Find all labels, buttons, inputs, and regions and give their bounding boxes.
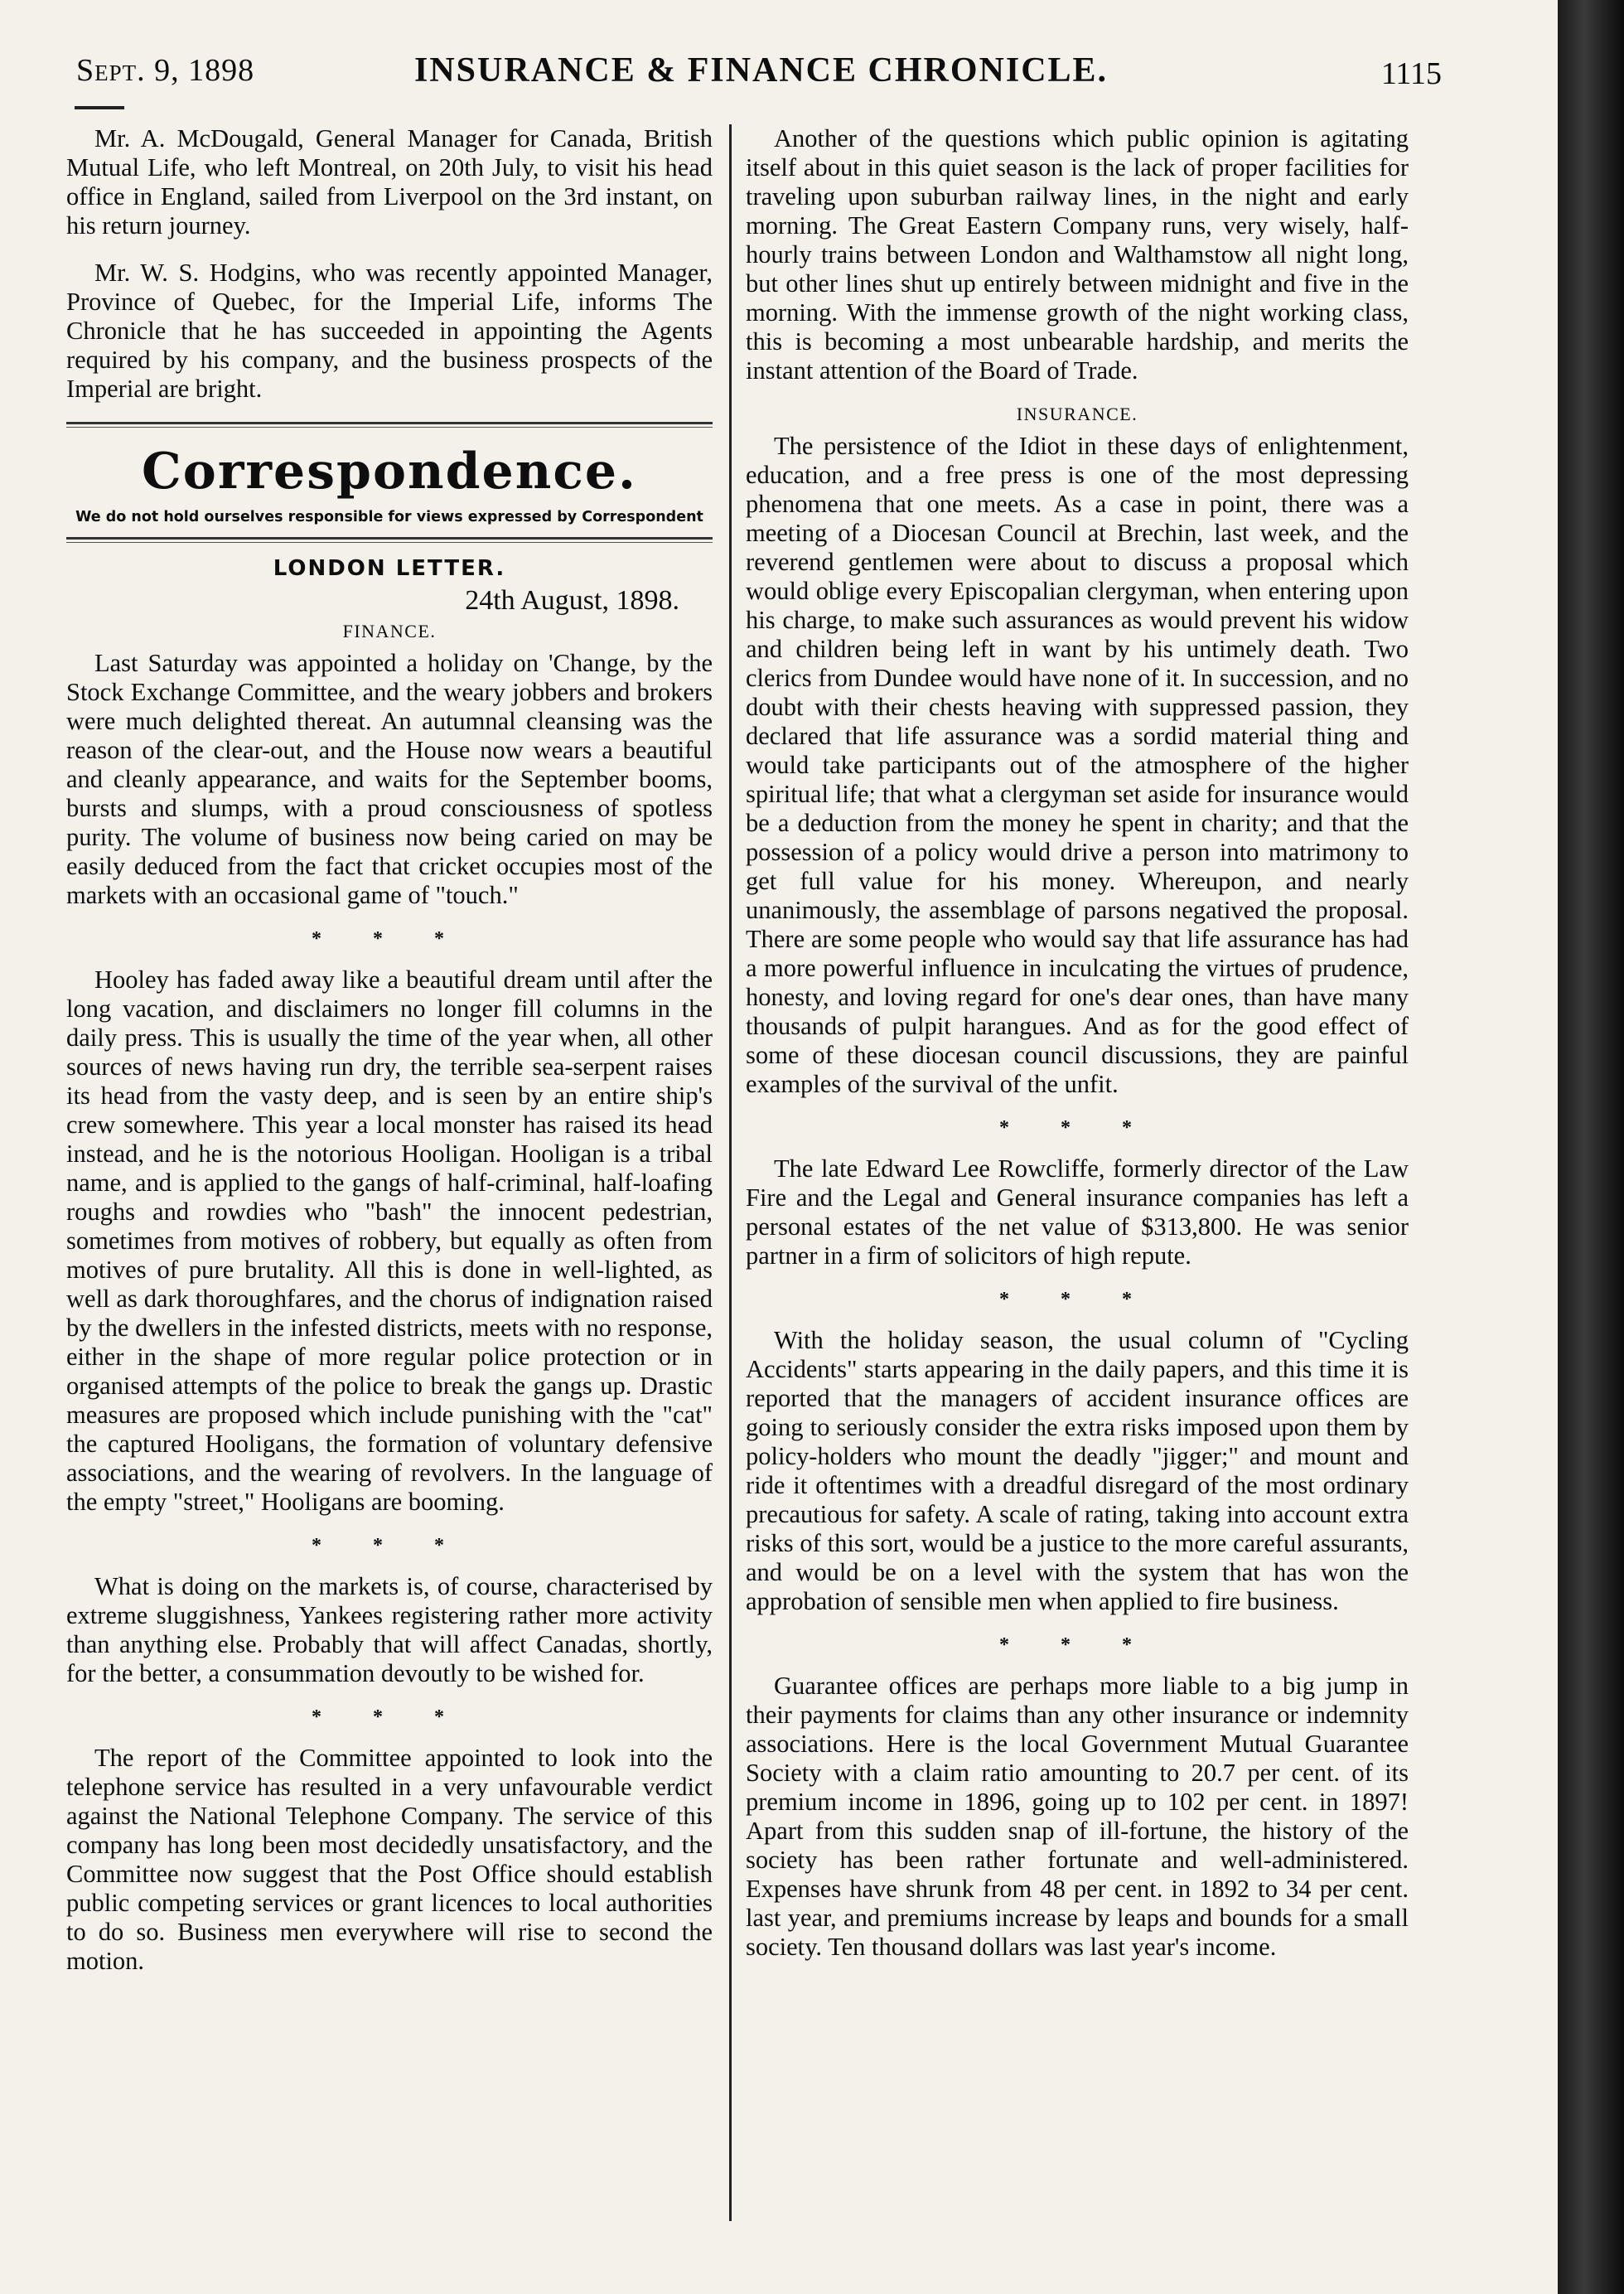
finance-paragraph-4: The report of the Committee appointed to look into the telephone service has resulted in a very unfavourable verdict against the National Telephone Company. The service of this company has long been most decidedly unsatisfactory, and the Committee now suggest that the Post Office should establish public competing services or grant licences to local authorities to do so. Business men everywhere will rise to second the motion.	[66, 1744, 713, 1975]
section-stars: * * *	[999, 1289, 1155, 1310]
header-rule	[75, 106, 124, 109]
correspondence-disclaimer: We do not hold ourselves responsible for views expressed by Correspondent	[75, 509, 703, 525]
railway-paragraph: Another of the questions which public opinion is agitating itself about in this quiet season is the lack of proper facilities for traveling upon suburban railway lines, in the night and early morning. The Great Eastern Company runs, very wisely, half-hourly trains between London and Walthamstow all night long, but other lines shut up entirely between midnight and five in the morning. With the immense growth of the night working class, this is becoming a most unbearable hardship, and merits the instant attention of the Board of Trade.	[746, 124, 1409, 385]
letter-date: 24th August, 1898.	[465, 585, 679, 616]
insurance-paragraph-4: Guarantee offices are perhaps more liable to a big jump in their payments for claims than any other insurance or indemnity associations. Here is the local Government Mutual Guarantee Society with a claim ratio amounting to 20.7 per cent. of its premium income in 1896, going up to 102 per cent. in 1897! Apart from this sudden snap of ill-fortune, the history of the society has been rather fortunate and well-administered. Expenses have shrunk from 48 per cent. in 1892 to 34 per cent. last year, and premiums increase by leaps and bounds for a small society. Ten thousand dollars was last year's income.	[746, 1672, 1409, 1961]
section-stars: * * *	[312, 1706, 467, 1728]
section-rule	[66, 422, 713, 428]
column-divider	[729, 124, 732, 2221]
insurance-paragraph-2: The late Edward Lee Rowcliffe, formerly director of the Law Fire and the Legal and General insurance companies has left a personal estates of the net value of $313,800. He was senior partner in a firm of solicitors of high repute.	[746, 1154, 1409, 1270]
book-edge	[1558, 0, 1624, 2294]
left-column	[66, 124, 713, 1994]
insurance-paragraph-3: With the holiday season, the usual column of "Cycling Accidents" starts appearing in the daily papers, and this time it is reported that the managers of accident insurance offices are going to seriously consider the extra risks imposed upon them by policy-holders who mount the deadly "jigger;" and mount and ride it oftentimes with a dreadful disregard of the most ordinary precautious for safety. A scale of rating, taking into account extra risks of this sort, would be a justice to the more careful assurants, and would be on a level with the system that has won the approbation of sensible men when applied to fire business.	[746, 1326, 1409, 1615]
right-column	[746, 124, 1409, 1980]
correspondence-heading: Correspondence.	[142, 443, 637, 501]
insurance-paragraph-1: The persistence of the Idiot in these days of enlightenment, education, and a free press is one of the most depressing phenomena that one meets. As a case in point, there was a meeting of a Diocesan Council at Brechin, last week, and the reverend gentlemen were about to discuss a proposal which would oblige every Episcopalian clergyman, when entering upon his charge, to make such assurances as would prevent his widow and children being left in want by his untimely death. Two clerics from Dundee would have none of it. In succession, and no doubt with their chests heaving with suppressed passion, they declared that life assurance was a sordid material thing and would take participants out of the atmosphere of the higher spiritual life; that what a clergyman set aside for insurance would be a deduction from the money he spent in charity; and that the possession of a policy would drive a person into matrimony to get full value for his money. Whereupon, and nearly unanimously, the assemblage of parsons negatived the proposal. There are some people who would say that life assurance has had a more powerful influence in inculcating the virtues of prudence, honesty, and loving regard for one's dear ones, than have many thousands of pulpit harangues. And as for the good effect of some of these diocesan council discussions, they are painful examples of the survival of the unfit.	[746, 432, 1409, 1098]
page-header	[66, 46, 1442, 104]
section-rule	[66, 537, 713, 543]
section-finance: FINANCE.	[342, 621, 437, 641]
finance-paragraph-1: Last Saturday was appointed a holiday on 'Change, by the Stock Exchange Committee, and the weary jobbers and brokers were much delighted thereat. An autumnal cleansing was the reason of the clear-out, and the House now wears a beautiful and cleanly appearance, and waits for the September booms, bursts and slumps, with a proud consciousness of spotless purity. The volume of business now being caried on may be easily deduced from the fact that cricket occupies most of the markets with an occasional game of "touch."	[66, 649, 713, 909]
finance-paragraph-2: Hooley has faded away like a beautiful dream until after the long vacation, and disclaimers no longer fill columns in the daily press. This is usually the time of the year when, all other sources of news having run dry, the terrible sea-serpent raises its head from the vasty deep, and is seen by an entire ship's crew somewhere. This year a local monster has raised its head instead, and he is the notorious Hooligan. Hooligan is a tribal name, and is applied to the gangs of half-criminal, half-loafing roughs and rowdies who "bash" the innocent pedestrian, sometimes from motives of robbery, but equally as often from motives of pure brutality. All this is done in well-lighted, as well as dark thoroughfares, and the chorus of indignation raised by the dwellers in the infested districts, meets with no response, either in the shape of more regular police protection or in organised attempts of the police to break the gangs up. Drastic measures are proposed which include punishing with the "cat" the captured Hooligans, the formation of voluntary defensive associations, and the wearing of revolvers. In the language of the empty "street," Hooligans are booming.	[66, 966, 713, 1516]
section-stars: * * *	[999, 1117, 1155, 1139]
letter-title: LONDON LETTER.	[273, 556, 506, 581]
notice-mcdougald: Mr. A. McDougald, General Manager for Canada, British Mutual Life, who left Montreal, on 20th July, to visit his head office in England, sailed from Liverpool on the 3rd instant, on his return journey.	[66, 124, 713, 240]
issue-date: Sept. 9, 1898	[76, 53, 255, 88]
finance-paragraph-3: What is doing on the markets is, of course, characterised by extreme sluggishness, Yankees registering rather more activity than anything else. Probably that will affect Canadas, shortly, for the better, a consummation devoutly to be wished for.	[66, 1572, 713, 1687]
section-stars: * * *	[312, 928, 467, 950]
section-stars: * * *	[312, 1535, 467, 1556]
publication-title: INSURANCE & FINANCE CHRONICLE.	[414, 51, 1109, 90]
section-stars: * * *	[999, 1634, 1155, 1656]
notice-hodgins: Mr. W. S. Hodgins, who was recently appointed Manager, Province of Quebec, for the Imperial Life, informs The Chronicle that he has succeeded in appointing the Agents required by his company, and the business prospects of the Imperial are bright.	[66, 259, 713, 403]
page-number: 1115	[1380, 56, 1442, 91]
section-insurance: INSURANCE.	[1016, 404, 1138, 424]
